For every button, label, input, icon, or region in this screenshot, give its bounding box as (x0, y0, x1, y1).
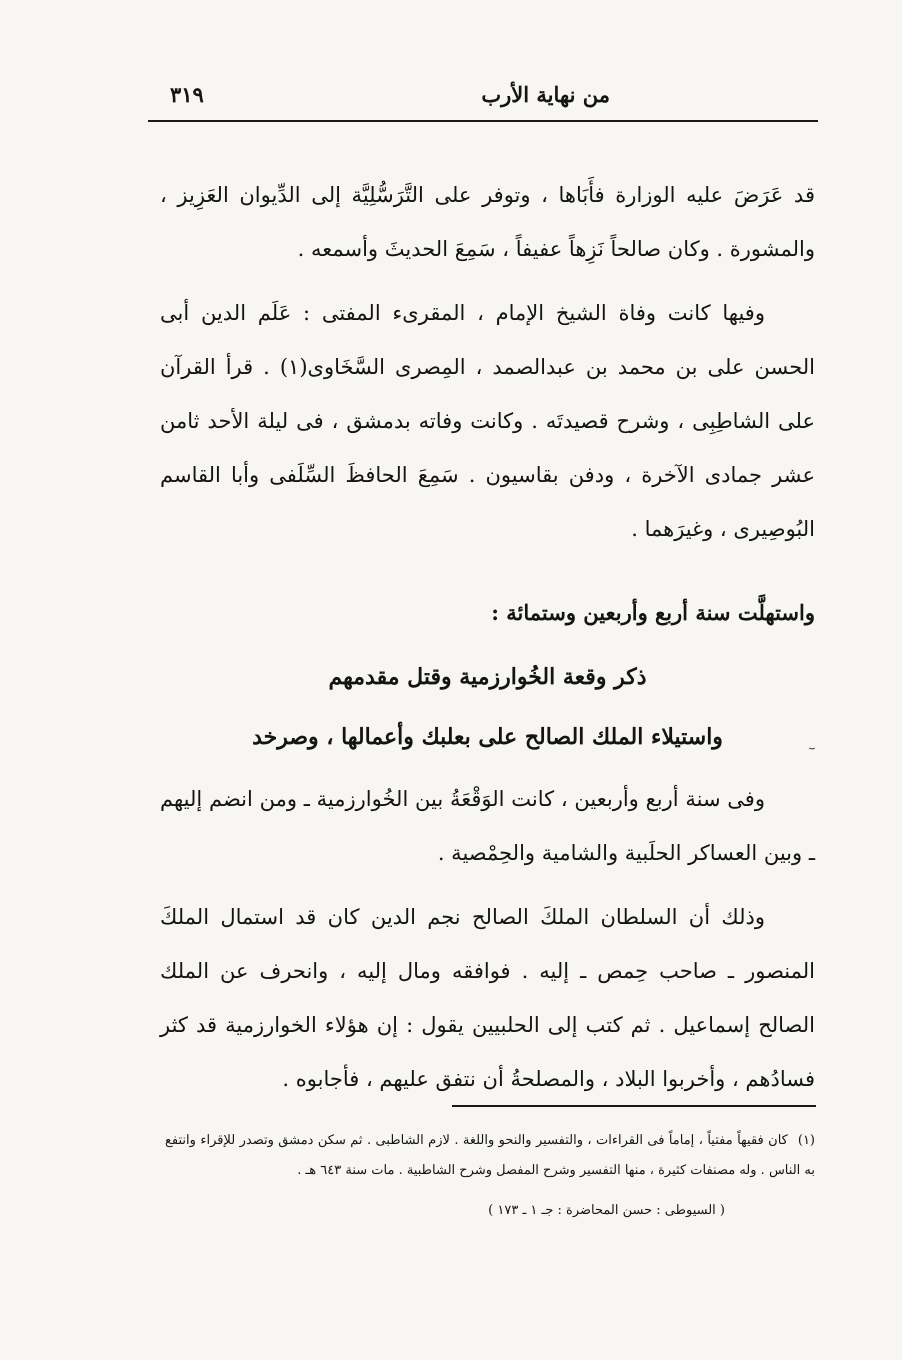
section-heading-line-1: ذكر وقعة الخُوارزمية وقتل مقدمهم (328, 664, 647, 690)
footnote-rule (452, 1105, 816, 1107)
header-rule (148, 120, 818, 122)
running-head (160, 82, 820, 116)
footnote-marker: (١) (797, 1133, 815, 1148)
section-heading-line-2: واستيلاء الملك الصالح على بعلبك وأعمالها ، وصرخد (252, 724, 723, 750)
paragraph: وذلك أن السلطان الملكَ الصالح نجم الدين كان قد استمال الملكَ المنصور ـ صاحب حِمص ـ إليه . فوافقه ومال إليه ، وانحرف عن الملك الصالح إسماعيل . ثم كتب إلى الحلبيين يقول : إن هؤلاء الخوارزمية قد كثر فسادُهم ، وأخربوا البلاد ، والمصلحةُ أن نتفق عليهم ، فأجابوه . (160, 905, 815, 1091)
page-number: ٣١٩ (170, 82, 204, 107)
footnote-1 (165, 1126, 815, 1186)
footnotes (165, 1126, 815, 1226)
footnote-text: كان فقيهاً مفتياً ، إماماً فى القراءات ، والتفسير والنحو واللغة . لازم الشاطبى . ثم سكن دمشق وتصدر للإقراء وانتفع به الناس . وله مصنفات كثيرة ، منها التفسير وشرح المفصل وشرح الشاطبية . مات سنة ٦٤٣ هـ . (165, 1133, 815, 1178)
paragraph: وفيها كانت وفاة الشيخ الإمام ، المقرىء المفتى : عَلَم الدين أبى الحسن على بن محمد بن عبدالصمد ، المِصرى السَّخَاوى(١) . قرأ القرآن على الشاطِبِى ، وشرح قصيدتَه . وكانت وفاته بدمشق ، فى ليلة الأحد ثامن عشر جمادى الآخرة ، ودفن بقاسيون . سَمِعَ الحافظَ السِّلَفى وأبا القاسم البُوصِيرى ، وغيرَهما . (160, 301, 815, 541)
paragraph: قد عَرَضَ عليه الوزارة فأَبَاها ، وتوفر على التَّرَسُّلِيَّة إلى الدِّيوان العَزِيز ، والمشورة . وكان صالحاً نَزِهاً عفيفاً ، سَمِعَ الحديثَ وأسمعه . (160, 183, 815, 261)
footnote-source: ( السيوطى : حسن المحاضرة : جـ ١ ـ ١٧٣ ) (488, 1203, 725, 1218)
section-heading (160, 652, 815, 762)
year-line: واستهلَّت سنة أربع وأربعين وستمائة : (491, 600, 815, 625)
running-title: من نهاية الأرب (481, 82, 610, 107)
main-text (160, 168, 815, 1116)
paragraph: وفى سنة أربع وأربعين ، كانت الوَقْعَةُ بين الخُوارزمية ـ ومن انضم إليهم ـ وبين العساكر الحلَبية والشامية والحِمْصية . (160, 787, 815, 865)
